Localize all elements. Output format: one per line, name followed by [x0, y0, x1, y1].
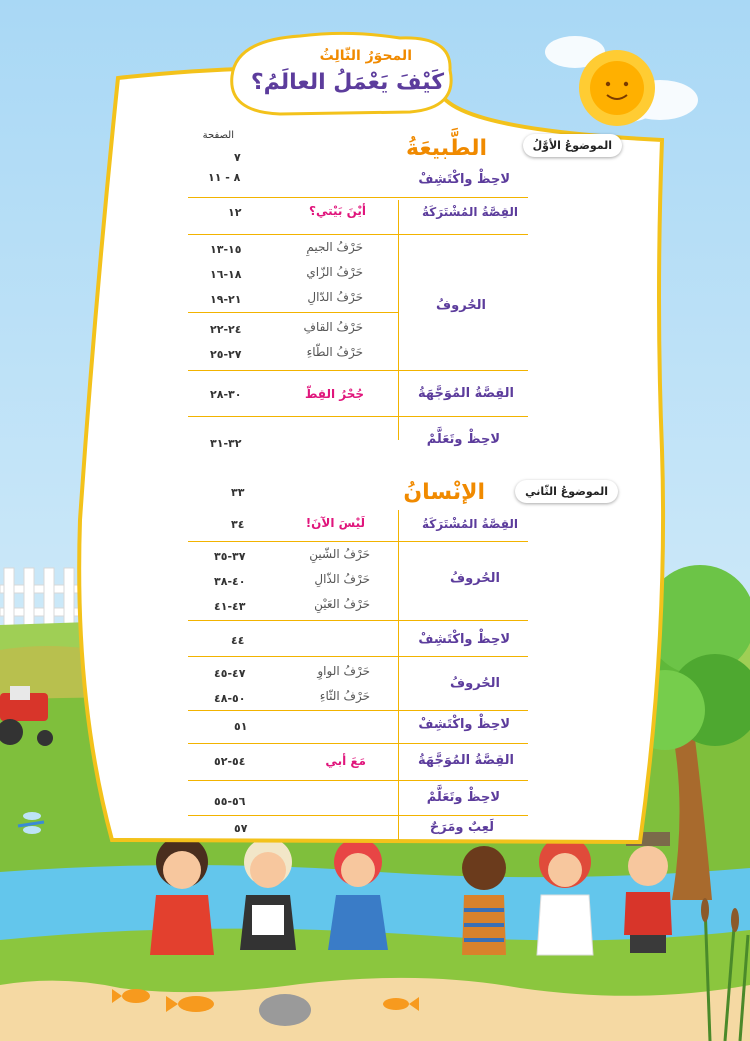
letter-item: حَرْفُ الذّالِ: [314, 572, 370, 586]
letter-item: حَرْفُ الجيمِ: [306, 240, 363, 254]
section-label: لاحِظْ وتَعَلَّمْ: [426, 790, 500, 805]
page-range: ٥١: [234, 720, 248, 733]
page-range: ٥٤-٥٢: [214, 755, 246, 768]
column-divider: [398, 200, 399, 440]
row-divider: [188, 815, 528, 816]
letter-item: حَرْفُ الشّينِ: [309, 547, 370, 561]
page-range: ٣٤: [231, 518, 245, 531]
page-range: ٣٠-٢٨: [210, 388, 242, 401]
axis-label: المحوَرُ الثّالِثُ: [319, 48, 412, 64]
page-range: ٥٠-٤٨: [214, 692, 246, 705]
topic-title: الإنْسانُ: [403, 480, 485, 505]
section-label: لاحِظْ واكْتَشِفْ: [418, 717, 510, 732]
row-divider: [188, 197, 528, 198]
page-range: ٥٧: [234, 822, 248, 835]
section-label: الحُروفُ: [450, 571, 500, 586]
section-label: لاحِظْ واكْتَشِفْ: [418, 632, 510, 647]
row-divider: [188, 710, 528, 711]
story-title: جُحْرُ القِطّ: [304, 387, 364, 401]
page-range: ٤٧-٤٥: [214, 667, 246, 680]
row-divider: [188, 234, 528, 235]
letter-item: حَرْفُ العَيْنِ: [314, 597, 370, 611]
rock: [259, 994, 311, 1026]
page-range: ٣٧-٣٥: [214, 550, 246, 563]
page-range: ٤٣-٤١: [214, 600, 246, 613]
section-label: لاحِظْ وتَعَلَّمْ: [426, 432, 500, 447]
letter-item: حَرْفُ القافِ: [303, 320, 363, 334]
section-label: القِصَّةُ المُشْتَرَكَةُ: [421, 517, 518, 531]
page-range: ٥٦-٥٥: [214, 795, 246, 808]
letter-item: حَرْفُ الدّالِ: [307, 290, 363, 304]
page-range: ٣٢-٣١: [210, 437, 242, 450]
section-label: الحُروفُ: [436, 298, 486, 313]
page-column-header: الصفحة: [202, 130, 234, 141]
topic-badge: الموضوعُ الأوَّلُ: [523, 134, 622, 157]
section-label: لَعِبٌ ومَرَحٌ: [429, 820, 494, 835]
row-divider: [188, 312, 398, 313]
letter-item: حَرْفُ الواوِ: [317, 664, 370, 678]
topic-badge: الموضوعُ الثّاني: [515, 480, 618, 503]
page-range: ٨ - ١١: [208, 171, 241, 184]
row-divider: [188, 416, 528, 417]
section-label: الحُروفُ: [450, 676, 500, 691]
row-divider: [188, 620, 528, 621]
section-label: القِصَّةُ المُوَجَّهَةُ: [418, 386, 514, 401]
page-title: كَيْفَ يَعْمَلُ العالَمُ؟: [250, 70, 444, 95]
page-range: ١٨-١٦: [210, 268, 242, 281]
letter-item: حَرْفُ الثّاءِ: [319, 689, 370, 703]
column-divider: [398, 510, 399, 840]
topic-page: ٧: [234, 151, 241, 164]
row-divider: [188, 780, 528, 781]
section-label: لاحِظْ واكْتَشِفْ: [418, 172, 510, 187]
story-title: لَيْسَ الآنَ!: [305, 516, 365, 530]
sun-icon: [579, 50, 655, 126]
row-divider: [188, 370, 528, 371]
story-title: مَعَ أبي: [325, 754, 366, 768]
page-range: ٤٠-٣٨: [214, 575, 246, 588]
story-title: أيْنَ بَيْتي؟: [309, 204, 366, 218]
page-range: ١٥-١٣: [210, 243, 242, 256]
page-range: ٢١-١٩: [210, 293, 242, 306]
letter-item: حَرْفُ الطّاءِ: [306, 345, 363, 359]
topic-page: ٣٣: [231, 486, 245, 499]
page-range: ٤٤: [231, 634, 245, 647]
letter-item: حَرْفُ الزّاي: [306, 265, 363, 279]
page-range: ٢٤-٢٢: [210, 323, 242, 336]
contents-board: [79, 68, 663, 842]
row-divider: [188, 656, 528, 657]
section-label: القِصَّةُ المُوَجَّهَةُ: [418, 753, 514, 768]
topic-title: الطَّبيعَةُ: [406, 136, 487, 161]
row-divider: [188, 541, 528, 542]
page-range: ٢٧-٢٥: [210, 348, 242, 361]
row-divider: [188, 743, 528, 744]
section-label: القِصَّةُ المُشْتَرَكَةُ: [421, 205, 518, 219]
page-range: ١٢: [228, 206, 242, 219]
